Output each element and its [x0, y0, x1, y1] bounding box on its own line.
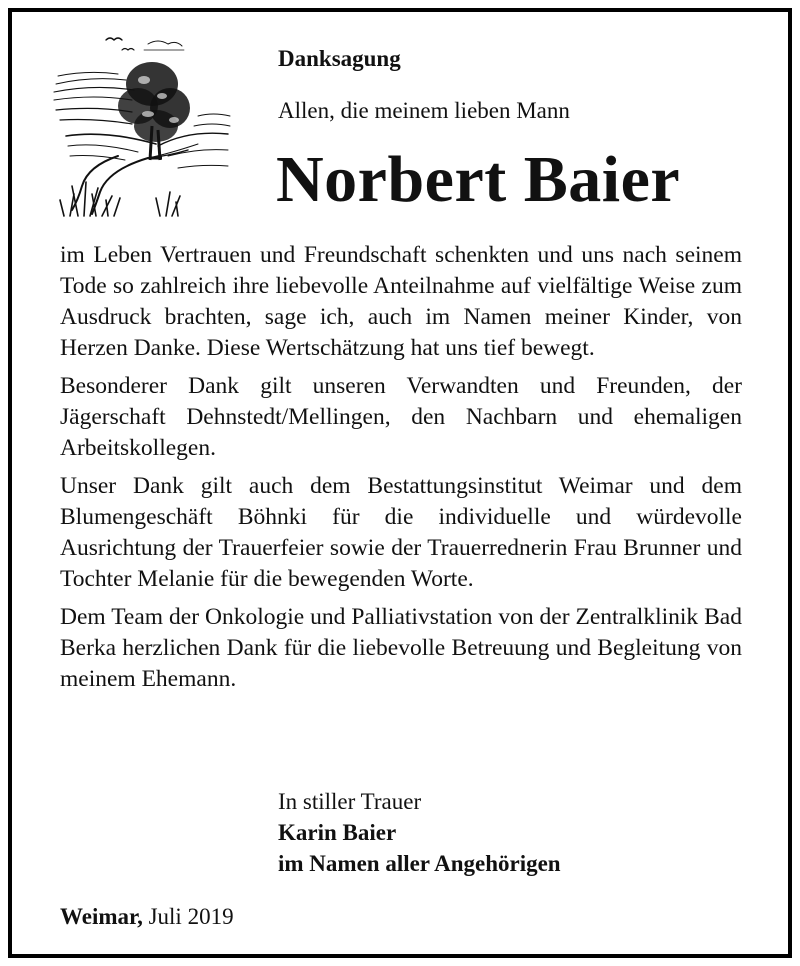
body-paragraph: Besonderer Dank gilt unseren Verwandten und Freunden, der Jägerschaft Dehnstedt/Mellingen, den Nachbarn und ehemaligen Arbeitskollegen. — [60, 373, 742, 461]
closing-relatives: im Namen aller Angehörigen — [278, 851, 561, 876]
place: Weimar, — [60, 904, 143, 929]
notice-heading: Danksagung — [278, 46, 401, 71]
place-date — [60, 902, 234, 932]
body-paragraph: im Leben Vertrauen und Freundschaft schenkten und uns nach seinem Tode so zahlreich ihre liebevolle Anteilnahme auf vielfältige Weise zum Ausdruck brachten, sage ich, auch im Namen meiner Kinder, von Herzen Danke. Diese Wertschätzung hat uns tief bewegt. — [60, 242, 742, 361]
closing-line: In stiller Trauer — [278, 789, 422, 814]
notice-body — [60, 240, 742, 702]
deceased-name: Norbert Baier — [276, 143, 681, 216]
landscape-tree-icon — [48, 26, 238, 221]
signer-name: Karin Baier — [278, 820, 397, 845]
body-paragraph: Dem Team der Onkologie und Palliativstation von der Zentralklinik Bad Berka herzlichen Dank für die liebevolle Betreuung und Begleitung von meinem Ehemann. — [60, 604, 742, 692]
body-paragraph: Unser Dank gilt auch dem Bestattungsinstitut Weimar und dem Blumengeschäft Böhnki für die individuelle und würdevolle Ausrichtung der Trauerfeier sowie der Trauerrednerin Frau Brunner und Tochter Melanie für die bewegenden Worte. — [60, 473, 742, 592]
date: Juli 2019 — [148, 904, 234, 929]
closing-block — [278, 786, 561, 879]
intro-line: Allen, die meinem lieben Mann — [278, 98, 570, 123]
